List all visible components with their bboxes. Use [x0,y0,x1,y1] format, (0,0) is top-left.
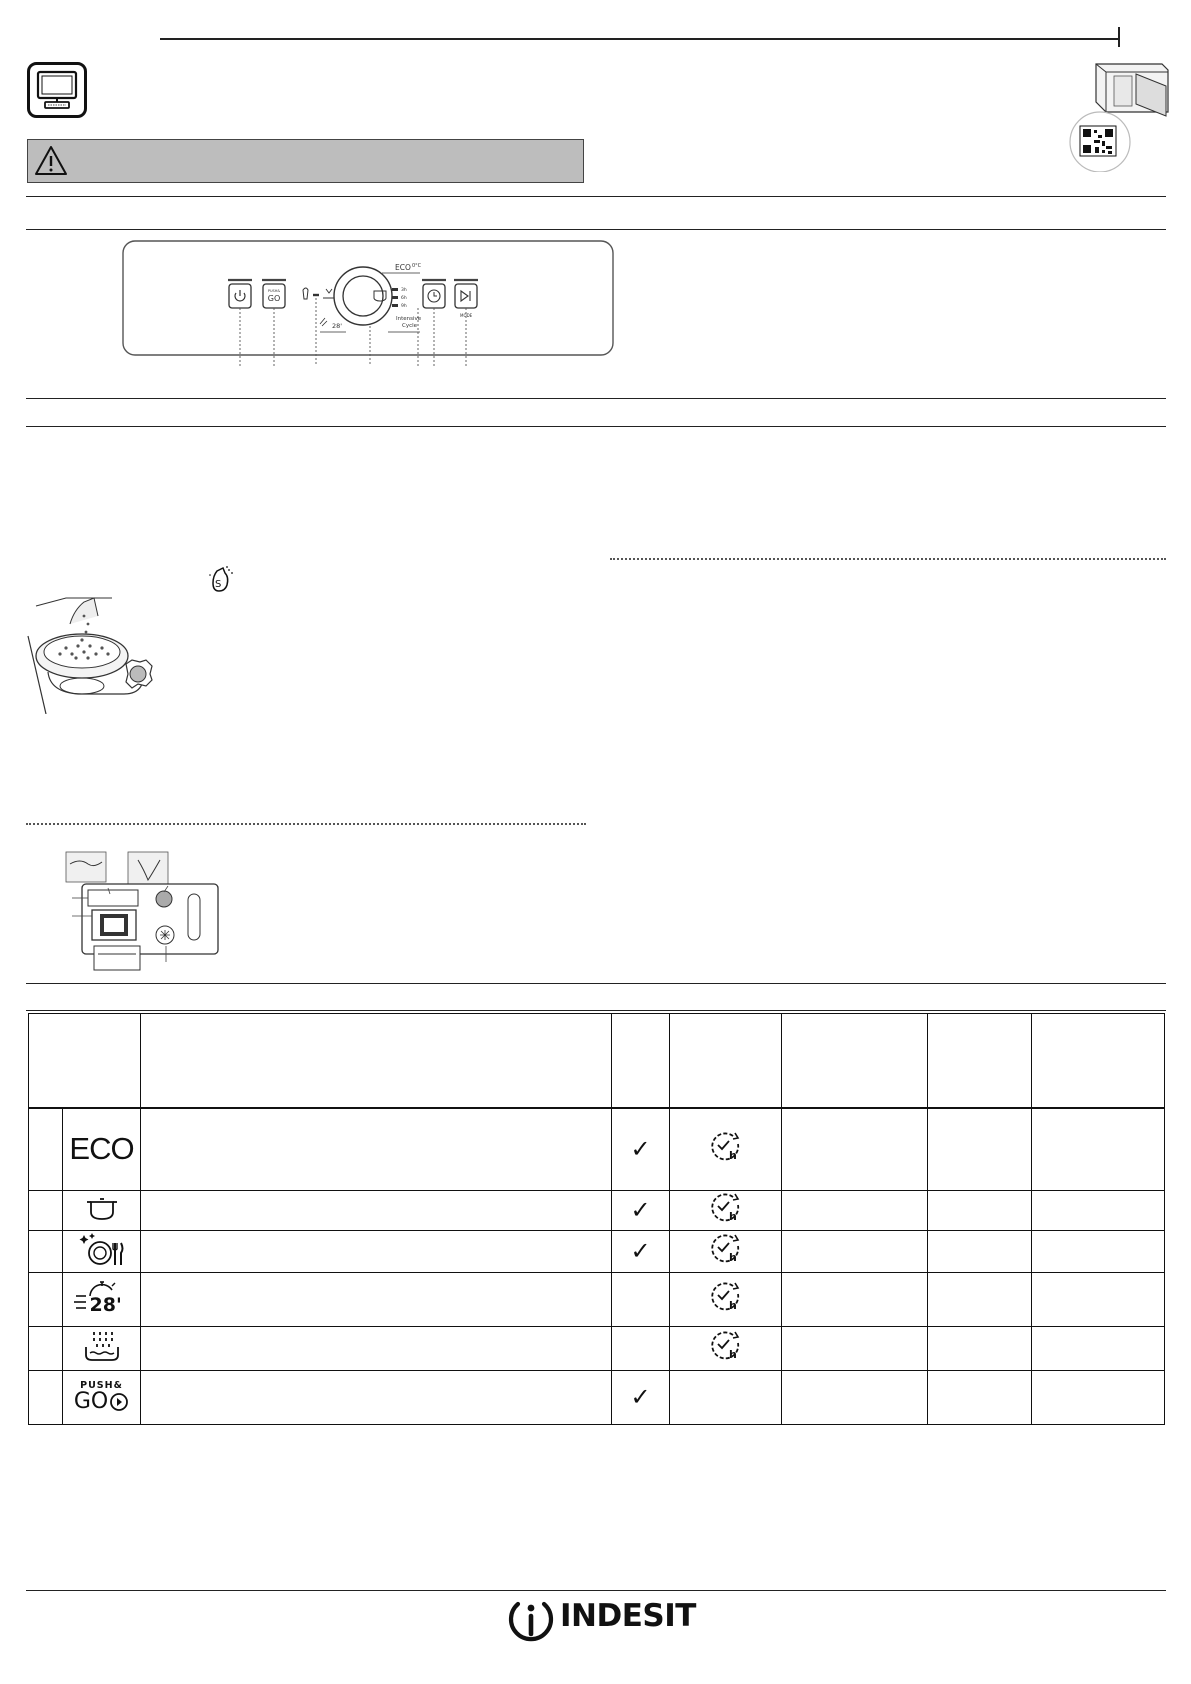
description-cell [141,1272,612,1326]
eco-program-icon [63,1108,141,1190]
option-check-cell [612,1326,670,1370]
quick-28-program-icon [63,1272,141,1326]
table-row [29,1326,1165,1370]
delay-cell [670,1190,782,1230]
pot-program-icon [85,1194,119,1222]
water-cell [928,1326,1032,1370]
duration-cell [782,1190,928,1230]
push-go-program-icon [63,1370,141,1424]
push-text: PUSH& [80,1380,123,1391]
warning-triangle-icon [34,145,68,177]
icon-cell [63,1190,141,1230]
salt-reservoir-illustration [26,596,154,714]
check-mark-icon: ✓ [630,1195,651,1224]
panel-eco-super: 0°C [412,263,422,269]
program-table [28,1013,1165,1425]
play-circle-icon [109,1392,129,1412]
dotted-separator [26,823,586,825]
svg-text:h: h [728,1250,737,1264]
description-cell [141,1370,612,1424]
delay-start-icon [709,1329,743,1363]
energy-cell [1032,1326,1165,1370]
check-mark-icon: ✓ [630,1382,651,1411]
panel-play-label: MODE [460,313,473,318]
delay-start-icon [709,1130,743,1164]
panel-eco-label: ECO [395,263,411,272]
soak-program-icon [82,1329,122,1363]
header-delay-cell [670,1014,782,1109]
delay-cell [670,1272,782,1326]
energy-cell [1032,1370,1165,1424]
control-panel-illustration [120,240,616,368]
header-energy-cell [1032,1014,1165,1109]
dishwasher-qr-illustration [1066,56,1170,172]
warning-bar [27,139,584,183]
eco-icon-text: ECO [69,1131,134,1167]
svg-text:3h: 3h [401,288,407,293]
description-cell [141,1230,612,1272]
quick-28-text: 28' [89,1294,122,1316]
section-rule [26,398,1166,399]
water-cell [928,1272,1032,1326]
table-row [29,1370,1165,1424]
water-cell [928,1370,1032,1424]
duration-cell [782,1370,928,1424]
brand-name: INDESIT [560,1598,696,1634]
svg-text:PUSH&: PUSH& [267,289,281,293]
salt-bottle-icon [207,565,235,595]
check-mark-icon: ✓ [630,1134,651,1163]
water-cell [928,1108,1032,1190]
delay-start-icon [709,1280,743,1314]
top-rule-end-tick [1118,27,1120,47]
row-number-cell [29,1230,63,1272]
header-description-cell [141,1014,612,1109]
dishes-sparkle-program-icon [78,1231,126,1267]
svg-text:S: S [215,579,222,590]
panel-go-label: GO [267,294,281,303]
row-number-cell [29,1326,63,1370]
duration-cell [782,1272,928,1326]
option-check-cell [612,1272,670,1326]
svg-text:h: h [728,1298,737,1312]
check-mark-icon: ✓ [630,1236,651,1265]
table-row [29,1272,1165,1326]
option-check-cell [612,1370,670,1424]
duration-cell [782,1108,928,1190]
section-rule [26,983,1166,984]
energy-cell [1032,1230,1165,1272]
energy-cell [1032,1272,1165,1326]
section-rule [26,196,1166,197]
go-text: GO [73,1389,109,1414]
delay-start-icon [709,1191,743,1225]
table-row [29,1108,1165,1190]
header-option-cell [612,1014,670,1109]
row-number-cell [29,1190,63,1230]
row-number-cell [29,1370,63,1424]
table-row [29,1230,1165,1272]
svg-text:9h: 9h [401,304,407,309]
icon-cell [63,1230,141,1272]
delay-cell [670,1370,782,1424]
section-rule [26,426,1166,427]
water-cell [928,1230,1032,1272]
dotted-separator [610,558,1166,560]
row-number-cell [29,1108,63,1190]
energy-cell [1032,1108,1165,1190]
duration-cell [782,1326,928,1370]
header-water-cell [928,1014,1032,1109]
indesit-logo-icon [506,1596,556,1646]
footer-rule [26,1590,1166,1591]
row-number-cell [29,1272,63,1326]
monitor-icon [27,62,87,118]
energy-cell [1032,1190,1165,1230]
table-header-row [29,1014,1165,1109]
delay-cell [670,1326,782,1370]
panel-quick-label: 28' [332,322,343,330]
delay-cell [670,1108,782,1190]
delay-cell [670,1230,782,1272]
header-duration-cell [782,1014,928,1109]
panel-intensive-sub: Cycle [402,323,418,329]
svg-text:h: h [728,1148,737,1162]
top-rule [160,38,1118,40]
section-rule [26,229,1166,230]
header-program-cell [29,1014,141,1109]
svg-text:h: h [728,1209,737,1223]
option-check-cell [612,1230,670,1272]
option-check-cell [612,1108,670,1190]
water-cell [928,1190,1032,1230]
description-cell [141,1326,612,1370]
description-cell [141,1108,612,1190]
icon-cell [63,1326,141,1370]
section-rule [26,1010,1166,1011]
table-row [29,1190,1165,1230]
svg-text:6h: 6h [401,296,407,301]
option-check-cell [612,1190,670,1230]
description-cell [141,1190,612,1230]
svg-text:h: h [728,1347,737,1361]
duration-cell [782,1230,928,1272]
detergent-dispenser-illustration [64,850,224,974]
delay-start-icon [709,1232,743,1266]
panel-intensive-label: Intensive [396,316,422,322]
